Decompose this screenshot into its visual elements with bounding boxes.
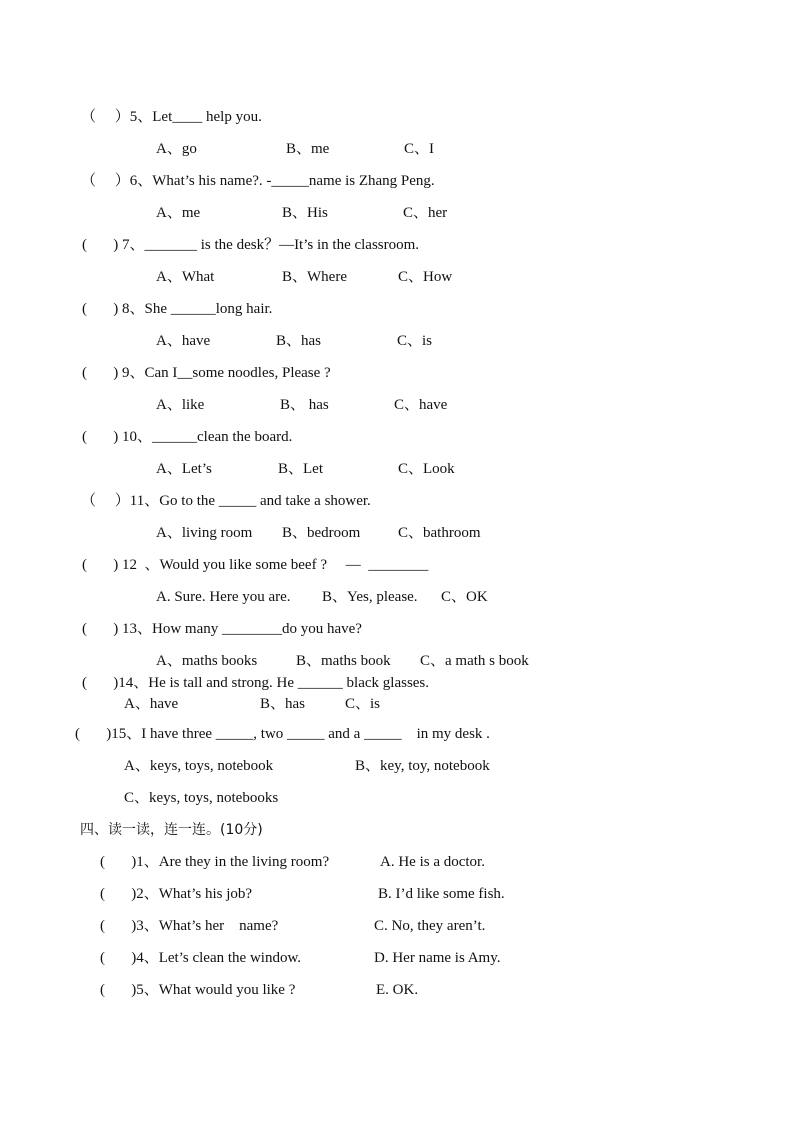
option-b: B、His bbox=[282, 205, 328, 221]
option-a: A、What bbox=[156, 269, 215, 285]
match-question: ( )4、Let’s clean the window. bbox=[100, 950, 302, 966]
question-stem: （ ）5、Let____ help you. bbox=[81, 109, 262, 125]
option-c: C、bathroom bbox=[398, 525, 481, 541]
option-a: A、living room bbox=[156, 525, 253, 541]
match-answer: C. No, they aren’t. bbox=[374, 918, 486, 934]
question-stem: ( )15、I have three _____, two _____ and a _____ in my desk . bbox=[75, 726, 490, 742]
match-answer: B. I’d like some fish. bbox=[378, 886, 505, 902]
option-c: C、her bbox=[403, 205, 448, 221]
question-stem: ( ) 8、She ______long hair. bbox=[82, 301, 273, 317]
option-c: C、a math s book bbox=[420, 653, 529, 669]
option-c: C、How bbox=[398, 269, 453, 285]
match-question: ( )5、What would you like ? bbox=[100, 982, 296, 998]
question-stem: ( ) 12 、Would you like some beef ? — ________ bbox=[82, 557, 429, 573]
option-c: C、Look bbox=[398, 461, 455, 477]
option-c: C、have bbox=[394, 397, 448, 413]
question-stem: ( ) 7、_______ is the desk？—It’s in the classroom. bbox=[82, 237, 420, 253]
match-answer: E. OK. bbox=[376, 982, 419, 998]
option-c: C、is bbox=[397, 333, 433, 349]
option-b: B、has bbox=[260, 696, 306, 712]
option-a: A、Let’s bbox=[156, 461, 212, 477]
match-answer: D. Her name is Amy. bbox=[374, 950, 501, 966]
option-c: C、I bbox=[404, 141, 435, 157]
match-question: ( )3、What’s her name? bbox=[100, 918, 279, 934]
question-stem: （ ）11、Go to the _____ and take a shower. bbox=[81, 493, 371, 509]
question-stem: ( ) 9、Can I__some noodles, Please ? bbox=[82, 365, 331, 381]
option-b: B、me bbox=[286, 141, 330, 157]
option-c: C、OK bbox=[441, 589, 488, 605]
match-question: ( )1、Are they in the living room? bbox=[100, 854, 330, 870]
option-b: B、Yes, please. bbox=[322, 589, 418, 605]
option-a: A、have bbox=[124, 696, 179, 712]
option-a: A、maths books bbox=[156, 653, 258, 669]
section-heading: 四、读一读，连一连。(10分) bbox=[80, 822, 263, 838]
question-stem: ( ) 10、______clean the board. bbox=[82, 429, 293, 445]
question-stem: ( ) 13、How many ________do you have? bbox=[82, 621, 362, 637]
match-answer: A. He is a doctor. bbox=[380, 854, 485, 870]
question-stem: ( )14、He is tall and strong. He ______ black glasses. bbox=[82, 675, 430, 691]
option-b: B、maths book bbox=[296, 653, 391, 669]
option-c: C、is bbox=[345, 696, 381, 712]
option-a: A、go bbox=[156, 141, 197, 157]
option-c: C、keys, toys, notebooks bbox=[124, 790, 279, 806]
option-a: A、have bbox=[156, 333, 211, 349]
option-b: B、Where bbox=[282, 269, 347, 285]
option-b: B、key, toy, notebook bbox=[355, 758, 490, 774]
match-question: ( )2、What’s his job? bbox=[100, 886, 253, 902]
option-a: A、keys, toys, notebook bbox=[124, 758, 274, 774]
option-a: A、me bbox=[156, 205, 201, 221]
option-a: A. Sure. Here you are. bbox=[156, 589, 291, 605]
question-stem: （ ）6、What’s his name?. -_____name is Zhang Peng. bbox=[81, 173, 435, 189]
option-b: B、has bbox=[276, 333, 322, 349]
option-b: B、 has bbox=[280, 397, 329, 413]
option-b: B、Let bbox=[278, 461, 323, 477]
option-b: B、bedroom bbox=[282, 525, 361, 541]
option-a: A、like bbox=[156, 397, 205, 413]
